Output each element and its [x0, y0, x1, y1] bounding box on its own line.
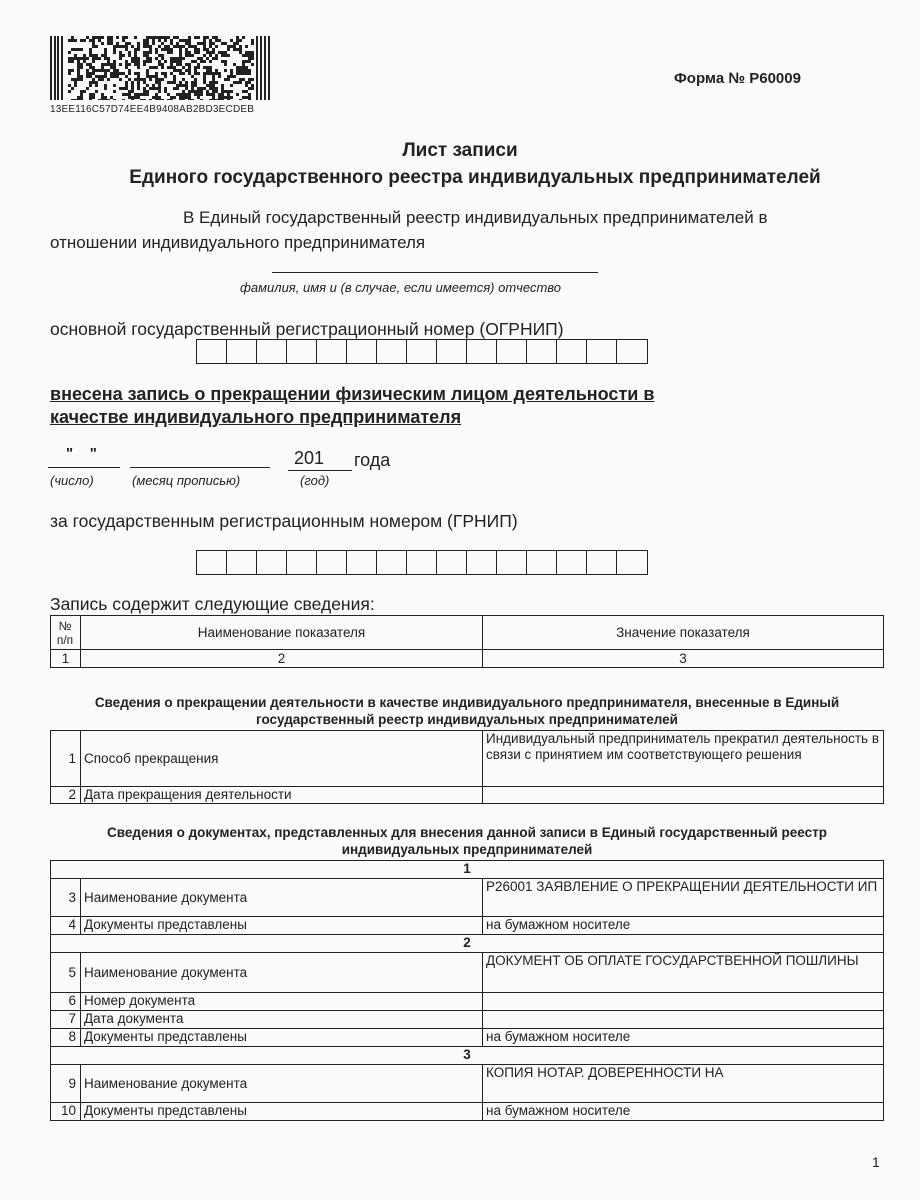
entry-text-line-1: внесена запись о прекращении физическим лицом деятельности в: [50, 384, 655, 404]
digit-cell: [347, 340, 377, 363]
year-word: года: [354, 450, 391, 470]
row-value: [483, 993, 884, 1011]
row-value: [483, 1011, 884, 1029]
year-prefix: 201: [294, 448, 325, 468]
digit-cell: [227, 551, 257, 574]
row-name: Наименование документа: [81, 879, 483, 917]
document-subtitle: Единого государственного реестра индивидуальных предпринимателей: [129, 167, 821, 188]
caption-year: (год): [300, 473, 330, 488]
row-number: 2: [51, 787, 81, 804]
row-name: Документы представлены: [81, 1029, 483, 1047]
row-name: Наименование документа: [81, 1065, 483, 1103]
group-header-1: 1: [51, 861, 884, 879]
digit-cell: [557, 551, 587, 574]
row-name: Дата документа: [81, 1011, 483, 1029]
section-2-table: [50, 860, 884, 1121]
digit-cell: [287, 551, 317, 574]
digit-cell: [587, 340, 617, 363]
digit-cell: [347, 551, 377, 574]
section-1-table: [50, 730, 884, 804]
row-value: на бумажном носителе: [483, 1029, 884, 1047]
digit-cell: [407, 340, 437, 363]
header-num-2: 2: [81, 650, 483, 668]
digit-cell: [497, 340, 527, 363]
digit-cell: [257, 340, 287, 363]
group-header-2: 2: [51, 935, 884, 953]
table-row: [51, 1065, 884, 1103]
digit-cell: [377, 340, 407, 363]
table-row: [51, 917, 884, 935]
ogrnip-label: основной государственный регистрационный номер (ОГРНИП): [50, 319, 564, 339]
table-row: [51, 879, 884, 917]
grnip-label: за государственным регистрационным номером (ГРНИП): [50, 511, 518, 531]
row-value: КОПИЯ НОТАР. ДОВЕРЕННОСТИ НА: [483, 1065, 884, 1103]
entry-text-line-2: качестве индивидуального предпринимателя: [50, 407, 462, 427]
section-2-title: Сведения о документах, представленных для внесения данной записи в Единый государственный реестр индивидуальных предпринимателей: [107, 825, 827, 857]
row-value: ДОКУМЕНТ ОБ ОПЛАТЕ ГОСУДАРСТВЕННОЙ ПОШЛИНЫ: [483, 953, 884, 993]
records-label: Запись содержит следующие сведения:: [50, 594, 375, 614]
digit-cell: [437, 340, 467, 363]
digit-cell: [257, 551, 287, 574]
day-underline: [48, 467, 120, 468]
row-name: Наименование документа: [81, 953, 483, 993]
digit-cell: [527, 551, 557, 574]
row-name: Документы представлены: [81, 1103, 483, 1121]
row-number: 1: [51, 731, 81, 787]
digit-cell: [377, 551, 407, 574]
digit-cell: [227, 340, 257, 363]
digit-cell: [437, 551, 467, 574]
row-number: 8: [51, 1029, 81, 1047]
caption-month: (месяц прописью): [132, 473, 241, 488]
table-row: [51, 953, 884, 993]
row-value: на бумажном носителе: [483, 1103, 884, 1121]
year-underline: [288, 470, 352, 471]
digit-cell: [617, 551, 647, 574]
table-row: [51, 993, 884, 1011]
header-col-num: № п/п: [51, 616, 81, 650]
day-quotes: " ": [66, 445, 97, 462]
digit-cell: [587, 551, 617, 574]
intro-line-1: В Единый государственный реестр индивидуальных предпринимателей в: [183, 208, 768, 227]
table-row: [51, 1029, 884, 1047]
barcode-image: [50, 36, 270, 100]
header-table: [50, 615, 884, 668]
digit-cell: [467, 551, 497, 574]
header-col-name: Наименование показателя: [81, 616, 483, 650]
table-row: [51, 1011, 884, 1029]
table-row: [51, 787, 884, 804]
group-header-3: 3: [51, 1047, 884, 1065]
row-number: 7: [51, 1011, 81, 1029]
row-name: Способ прекращения: [81, 731, 483, 787]
row-name: Дата прекращения деятельности: [81, 787, 483, 804]
fio-underline: [272, 272, 598, 273]
digit-cell: [287, 340, 317, 363]
header-num-1: 1: [51, 650, 81, 668]
row-name: Номер документа: [81, 993, 483, 1011]
page-number: 1: [872, 1154, 880, 1170]
digit-cell: [197, 551, 227, 574]
row-value: Р26001 ЗАЯВЛЕНИЕ О ПРЕКРАЩЕНИИ ДЕЯТЕЛЬНОСТИ ИП: [483, 879, 884, 917]
grnip-cells: [196, 550, 648, 575]
header-col-value: Значение показателя: [483, 616, 884, 650]
document-title: Лист записи: [402, 140, 518, 161]
barcode-text: 13EE116C57D74EE4B9408AB2BD3ECDEB: [50, 104, 255, 115]
row-value: [483, 787, 884, 804]
intro-line-2: отношении индивидуального предпринимателя: [50, 233, 426, 252]
row-value: на бумажном носителе: [483, 917, 884, 935]
digit-cell: [407, 551, 437, 574]
ogrnip-cells: [196, 339, 648, 364]
digit-cell: [557, 340, 587, 363]
digit-cell: [527, 340, 557, 363]
row-number: 5: [51, 953, 81, 993]
table-row: [51, 731, 884, 787]
digit-cell: [467, 340, 497, 363]
header-num-3: 3: [483, 650, 884, 668]
row-number: 6: [51, 993, 81, 1011]
digit-cell: [617, 340, 647, 363]
row-value: Индивидуальный предприниматель прекратил деятельность в связи с принятием им соответствующего решения: [483, 731, 884, 787]
digit-cell: [317, 340, 347, 363]
form-number: Форма № Р60009: [674, 70, 801, 87]
caption-day: (число): [50, 473, 94, 488]
month-underline: [130, 467, 270, 468]
row-number: 4: [51, 917, 81, 935]
table-row: [51, 1103, 884, 1121]
row-number: 9: [51, 1065, 81, 1103]
row-number: 3: [51, 879, 81, 917]
digit-cell: [197, 340, 227, 363]
row-number: 10: [51, 1103, 81, 1121]
section-1-title: Сведения о прекращении деятельности в качестве индивидуального предпринимателя, внесенные в Единый государственный реестр индивидуальных предпринимателей: [94, 695, 840, 727]
digit-cell: [317, 551, 347, 574]
digit-cell: [497, 551, 527, 574]
fio-caption: фамилия, имя и (в случае, если имеется) отчество: [240, 280, 562, 295]
row-name: Документы представлены: [81, 917, 483, 935]
